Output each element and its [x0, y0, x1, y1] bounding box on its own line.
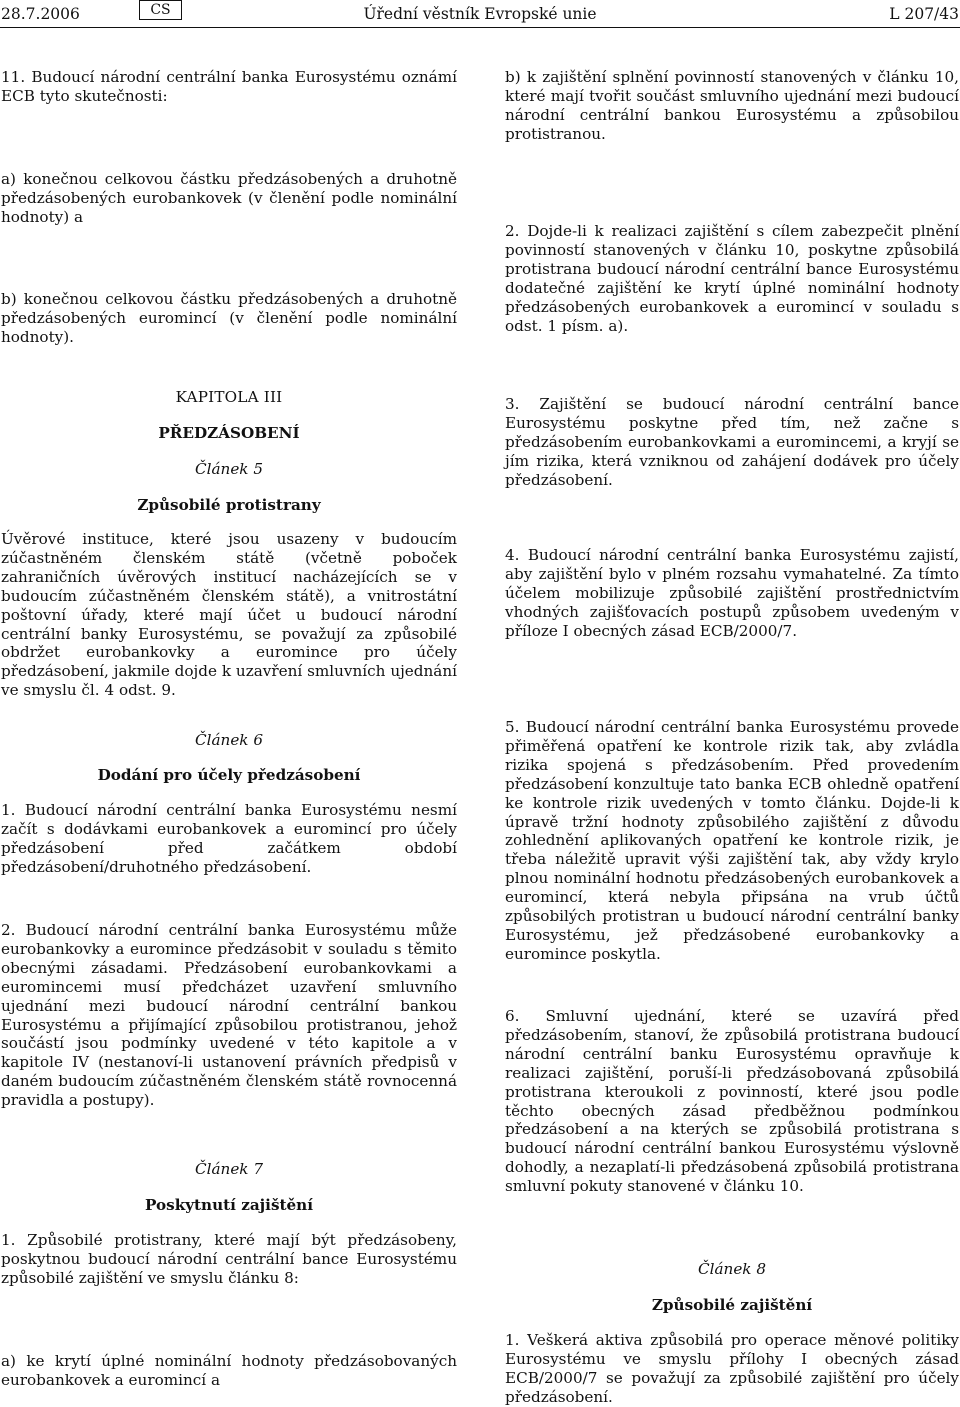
article-5-heading: Článek 5	[195, 460, 263, 478]
article-7-paragraph-2: 2. Dojde-li k realizaci zajištění s cílem zabezpečit plnění povinností stanovených v článku 10, poskytne způsobilá protistrana budoucí národní centrální bance Eurosystému dodatečné zajištění ke krytí úplné nominální hodnoty předzásobených eurobankovek a euromincí v souladu s odst. 1 písm. a).	[505, 222, 959, 335]
article-5-paragraph: Úvěrové instituce, které jsou usazeny v budoucím zúčastněném členském státě (včetně poboček zahraničních úvěrových institucí nacházejících se v budoucím zúčastněném členském státě), a vnitrostátní poštovní úřady, které mají účet u budoucí národní centrální banky Eurosystému, se považují za způsobilé obdržet eurobankovky a euromince pro účely předzásobení, jakmile dojde k uzavření smluvních ujednání ve smyslu čl. 4 odst. 9.	[1, 530, 457, 700]
journal-title: Úřední věstník Evropské unie	[363, 5, 597, 23]
chapter-label: KAPITOLA III	[175, 388, 283, 406]
paragraph-11a: a) konečnou celkovou částku předzásobených a druhotně předzásobených eurobankovek (v členění podle nominální hodnoty) a	[1, 170, 457, 226]
article-7-paragraph-1a: a) ke krytí úplné nominální hodnoty předzásobovaných eurobankovek a euromincí a	[1, 1352, 457, 1389]
article-7-paragraph-1: 1. Způsobilé protistrany, které mají být předzásobeny, poskytnou budoucí národní centrální bance Eurosystému způsobilé zajištění ve smyslu článku 8:	[1, 1231, 457, 1287]
paragraph-11: 11. Budoucí národní centrální banka Eurosystému oznámí ECB tyto skutečnosti:	[1, 68, 457, 105]
article-6-title: Dodání pro účely předzásobení	[97, 766, 361, 784]
article-7-paragraph-6: 6. Smluvní ujednání, které se uzavírá před předzásobením, stanoví, že způsobilá protistrana budoucí národní centrální banku Eurosystému opravňuje k realizaci zajištění, poruší-li předzásobovaná způsobilá protistrana kteroukoli z povinností, které jsou podle těchto obecných zásad předběžnou podmínkou předzásobení a na kterých se způsobilá protistrana s budoucí národní centrální bankou Eurosystému výslovně dohodly, a nezaplatí-li předzásobená způsobilá protistrana smluvní pokuty stanovené v článku 10.	[505, 1007, 959, 1196]
article-7-paragraph-4: 4. Budoucí národní centrální banka Eurosystému zajistí, aby zajištění bylo v plném rozsahu vymahatelné. Za tímto účelem mobilizuje způsobilé zajištění prostřednictvím vhodných zajišťovacích postupů způsobem uvedeným v příloze I obecných zásad ECB/2000/7.	[505, 546, 959, 640]
header-rule	[0, 27, 960, 28]
article-5-title: Způsobilé protistrany	[137, 496, 321, 514]
page-header	[0, 0, 960, 26]
chapter-title: PŘEDZÁSOBENÍ	[158, 424, 300, 442]
article-8-paragraph-1: 1. Veškerá aktiva způsobilá pro operace měnové politiky Eurosystému ve smyslu přílohy I obecných zásad ECB/2000/7 se považují za způsobilé zajištění pro účely předzásobení.	[505, 1331, 959, 1406]
header-date: 28.7.2006	[1, 5, 80, 23]
article-7-paragraph-5: 5. Budoucí národní centrální banka Eurosystému provede přiměřená opatření ke kontrole rizik tak, aby zvládla rizika spojená s předzásobením. Před provedením předzásobení konzultuje tato banka ECB ohledně opatření ke kontrole rizik uvedených v tomto článku. Dojde-li k úpravě tržní hodnoty způsobilého zajištění z důvodu zohlednění aplikovaných opatření ke kontrole rizik, je třeba náležitě upravit výši zajištění tak, aby vždy krylo plnou nominální hodnotu předzásobených eurobankovek a euromincí, která nebyla připsána na vrub účtů způsobilých protistran u budoucí národní centrální banky Eurosystému, jež předzásobené eurobankovky a euromince poskytla.	[505, 718, 959, 963]
page-number: L 207/43	[889, 5, 959, 23]
article-6-paragraph-2: 2. Budoucí národní centrální banka Eurosystému může eurobankovky a euromince předzásobit v souladu s těmito obecnými zásadami. Předzásobení eurobankovkami a euromincemi musí předcházet uzavření smluvního ujednání mezi budoucí národní centrální bankou Eurosystému a přijímající způsobilou protistranou, jehož součástí jsou podmínky uvedené v této kapitole a v kapitole IV (nestanoví-li ustanovení právních předpisů v daném budoucím zúčastněném členském státě rovnocenná pravidla a postupy).	[1, 921, 457, 1110]
article-6-paragraph-1: 1. Budoucí národní centrální banka Eurosystému nesmí začít s dodávkami eurobankovek a euromincí pro účely předzásobení před začátkem období předzásobení/druhotného předzásobení.	[1, 801, 457, 876]
article-6-heading: Článek 6	[195, 731, 263, 749]
article-7-heading: Článek 7	[195, 1160, 263, 1178]
article-8-title: Způsobilé zajištění	[651, 1296, 813, 1314]
article-8-heading: Článek 8	[698, 1260, 766, 1278]
article-7-title: Poskytnutí zajištění	[145, 1196, 313, 1214]
paragraph-11b: b) konečnou celkovou částku předzásobených a druhotně předzásobených euromincí (v členění podle nominální hodnoty).	[1, 290, 457, 346]
article-7-paragraph-3: 3. Zajištění se budoucí národní centrální bance Eurosystému poskytne před tím, než začne s předzásobením eurobankovkami a euromincemi, a kryjí se jím rizika, která vzniknou od zahájení dodávek pro účely předzásobení.	[505, 395, 959, 489]
paragraph-1b: b) k zajištění splnění povinností stanovených v článku 10, které mají tvořit součást smluvního ujednání mezi budoucí národní centrální bankou Eurosystému a způsobilou protistranou.	[505, 68, 959, 143]
language-badge: CS	[139, 0, 182, 20]
